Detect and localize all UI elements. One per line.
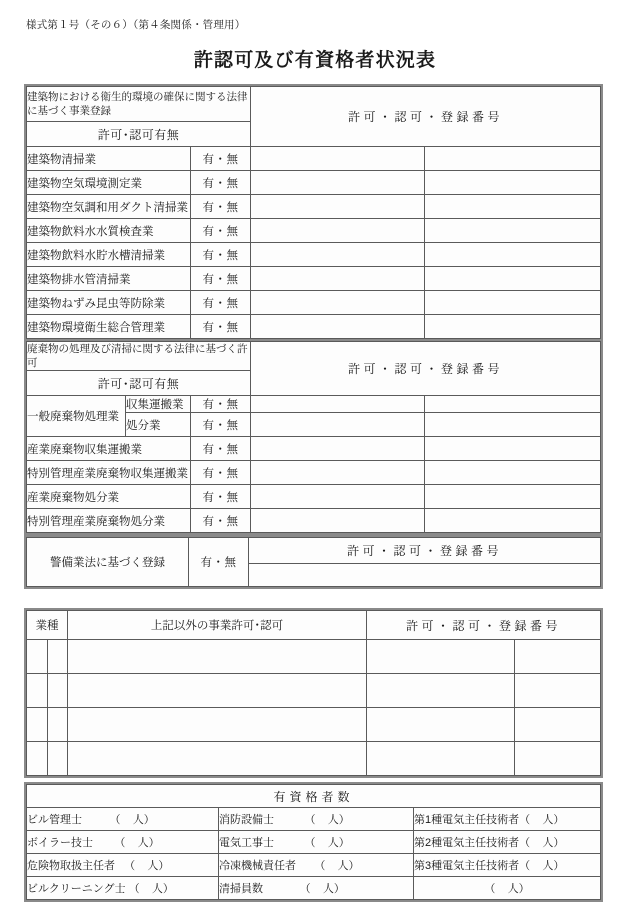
row-label: 建築物ねずみ昆虫等防除業 — [27, 291, 191, 315]
yes-no-cell[interactable]: 有・無 — [191, 171, 251, 195]
yes-no-cell[interactable]: 有・無 — [191, 485, 251, 509]
yes-no-cell[interactable]: 有・無 — [191, 147, 251, 171]
yes-no-cell[interactable]: 有・無 — [191, 315, 251, 339]
row-label: 産業廃棄物処分業 — [27, 485, 191, 509]
number-cell-b[interactable] — [425, 267, 601, 291]
row-label: 建築物空気環境測定業 — [27, 171, 191, 195]
row-sub-label: 処分業 — [126, 413, 191, 437]
other-name-cell[interactable] — [68, 708, 367, 742]
qualification-cell[interactable]: 第3種電気主任技術者（ 人） — [414, 854, 601, 877]
row-label: 建築物空気調和用ダクト清掃業 — [27, 195, 191, 219]
number-cell-a[interactable] — [251, 396, 425, 413]
other-number-cell-a[interactable] — [367, 742, 515, 776]
table-row-law-header — [27, 342, 601, 371]
table-row — [27, 708, 601, 742]
table-waste-disposal — [26, 341, 601, 533]
qualification-cell[interactable]: 危険物取扱主任者 （ 人） — [27, 854, 219, 877]
number-cell-b[interactable] — [425, 243, 601, 267]
yes-no-cell[interactable]: 有・無 — [191, 219, 251, 243]
table-row — [27, 485, 601, 509]
number-cell-a[interactable] — [251, 291, 425, 315]
table-row — [27, 877, 601, 900]
row-label: 建築物排水管清掃業 — [27, 267, 191, 291]
table-row — [27, 742, 601, 776]
number-cell-b[interactable] — [425, 485, 601, 509]
qualification-cell[interactable]: 清掃員数 （ 人） — [219, 877, 414, 900]
row-label: 建築物清掃業 — [27, 147, 191, 171]
other-type-cell-b[interactable] — [48, 742, 68, 776]
yes-no-cell[interactable]: 有・無 — [191, 437, 251, 461]
other-number-cell-b[interactable] — [515, 708, 601, 742]
other-name-header: 上記以外の事業許可･認可 — [68, 611, 367, 640]
yes-no-cell[interactable]: 有・無 — [191, 461, 251, 485]
building-law-header: 建築物における衛生的環境の確保に関する法律に基づく事業登録 — [27, 87, 251, 122]
table-qualified-personnel — [26, 784, 601, 900]
number-cell-b[interactable] — [425, 171, 601, 195]
table-row — [27, 437, 601, 461]
other-name-cell[interactable] — [68, 742, 367, 776]
row-sub-label: 収集運搬業 — [126, 396, 191, 413]
yes-no-cell[interactable]: 有・無 — [191, 243, 251, 267]
qualification-cell[interactable]: ビルクリーニング士 （ 人） — [27, 877, 219, 900]
number-cell-a[interactable] — [251, 509, 425, 533]
row-label: 建築物環境衛生総合管理業 — [27, 315, 191, 339]
other-type-cell-b[interactable] — [48, 674, 68, 708]
number-cell-b[interactable] — [425, 315, 601, 339]
number-cell-b[interactable] — [425, 396, 601, 413]
qualification-cell[interactable]: 第2種電気主任技術者（ 人） — [414, 831, 601, 854]
other-type-cell-a[interactable] — [27, 640, 48, 674]
table-row — [27, 808, 601, 831]
table-row — [27, 831, 601, 854]
qualification-cell[interactable]: ビル管理士 （ 人） — [27, 808, 219, 831]
table-other-permits — [26, 610, 601, 776]
page-title: 許認可及び有資格者状況表 — [193, 50, 437, 71]
waste-law-header: 廃棄物の処理及び清掃に関する法律に基づく許可 — [27, 342, 251, 371]
security-number-header: 許可・認可・登録番号 — [249, 538, 601, 564]
number-cell-a[interactable] — [251, 461, 425, 485]
number-cell-b[interactable] — [425, 509, 601, 533]
table-row-header — [27, 785, 601, 808]
other-number-header: 許可・認可・登録番号 — [367, 611, 601, 640]
number-cell-b[interactable] — [425, 437, 601, 461]
number-cell-a[interactable] — [251, 437, 425, 461]
table-row — [27, 461, 601, 485]
row-label: 建築物飲料水貯水槽清掃業 — [27, 243, 191, 267]
building-number-header: 許可・認可・登録番号 — [251, 87, 601, 147]
table-building-sanitation — [26, 86, 601, 339]
table-row — [27, 219, 601, 243]
other-type-cell-a[interactable] — [27, 708, 48, 742]
number-cell-b[interactable] — [425, 413, 601, 437]
table-row — [27, 396, 601, 413]
other-type-cell-b[interactable] — [48, 640, 68, 674]
other-type-cell-b[interactable] — [48, 708, 68, 742]
yes-no-cell[interactable]: 有・無 — [191, 413, 251, 437]
qualifications-header: 有資格者数 — [27, 785, 601, 808]
number-cell-b[interactable] — [425, 461, 601, 485]
other-number-cell-b[interactable] — [515, 640, 601, 674]
number-cell-b[interactable] — [425, 147, 601, 171]
number-cell-a[interactable] — [251, 195, 425, 219]
yes-no-cell[interactable]: 有・無 — [189, 538, 249, 587]
other-type-header: 業種 — [27, 611, 68, 640]
yes-no-cell[interactable]: 有・無 — [191, 509, 251, 533]
other-name-cell[interactable] — [68, 640, 367, 674]
number-cell-a[interactable] — [251, 315, 425, 339]
table-row — [27, 195, 601, 219]
table-row — [27, 147, 601, 171]
security-law-label: 警備業法に基づく登録 — [27, 538, 189, 587]
building-presence-header: 許可･認可有無 — [27, 122, 251, 147]
table-row — [27, 538, 601, 564]
table-row — [27, 315, 601, 339]
form-number-label: 様式第１号（その６）（第４条関係・管理用） — [26, 20, 246, 31]
other-number-cell-a[interactable] — [367, 674, 515, 708]
waste-presence-header: 許可･認可有無 — [27, 371, 251, 396]
other-number-cell-b[interactable] — [515, 742, 601, 776]
table-row-law-header — [27, 87, 601, 122]
security-number-value[interactable] — [249, 564, 601, 587]
number-cell-b[interactable] — [425, 195, 601, 219]
row-label: 建築物飲料水水質検査業 — [27, 219, 191, 243]
number-cell-a[interactable] — [251, 219, 425, 243]
qualification-cell[interactable]: 電気工事士 （ 人） — [219, 831, 414, 854]
table-row — [27, 854, 601, 877]
other-number-cell-a[interactable] — [367, 640, 515, 674]
yes-no-cell[interactable]: 有・無 — [191, 195, 251, 219]
row-label-group: 一般廃棄物処理業 — [27, 396, 126, 437]
table-row — [27, 291, 601, 315]
row-label: 産業廃棄物収集運搬業 — [27, 437, 191, 461]
yes-no-cell[interactable]: 有・無 — [191, 396, 251, 413]
qualification-cell[interactable]: 第1種電気主任技術者（ 人） — [414, 808, 601, 831]
other-number-cell-b[interactable] — [515, 674, 601, 708]
row-label: 特別管理産業廃棄物処分業 — [27, 509, 191, 533]
yes-no-cell[interactable]: 有・無 — [191, 291, 251, 315]
table-row — [27, 171, 601, 195]
number-cell-a[interactable] — [251, 147, 425, 171]
number-cell-a[interactable] — [251, 171, 425, 195]
table-row — [27, 267, 601, 291]
other-type-cell-a[interactable] — [27, 674, 48, 708]
table-row — [27, 640, 601, 674]
qualification-cell[interactable]: 冷凍機械責任者 （ 人） — [219, 854, 414, 877]
qualification-cell[interactable]: 消防設備士 （ 人） — [219, 808, 414, 831]
other-number-cell-a[interactable] — [367, 708, 515, 742]
table-row — [27, 674, 601, 708]
waste-number-header: 許可・認可・登録番号 — [251, 342, 601, 396]
yes-no-cell[interactable]: 有・無 — [191, 267, 251, 291]
table-row — [27, 509, 601, 533]
other-name-cell[interactable] — [68, 674, 367, 708]
number-cell-a[interactable] — [251, 243, 425, 267]
table-security-registration — [26, 537, 601, 587]
number-cell-a[interactable] — [251, 267, 425, 291]
table-row — [27, 243, 601, 267]
qualification-cell[interactable]: ボイラー技士 （ 人） — [27, 831, 219, 854]
number-cell-b[interactable] — [425, 219, 601, 243]
number-cell-b[interactable] — [425, 291, 601, 315]
qualification-cell[interactable]: （ 人） — [414, 877, 601, 900]
table-row-header — [27, 611, 601, 640]
number-cell-a[interactable] — [251, 485, 425, 509]
other-type-cell-a[interactable] — [27, 742, 48, 776]
row-label: 特別管理産業廃棄物収集運搬業 — [27, 461, 191, 485]
number-cell-a[interactable] — [251, 413, 425, 437]
